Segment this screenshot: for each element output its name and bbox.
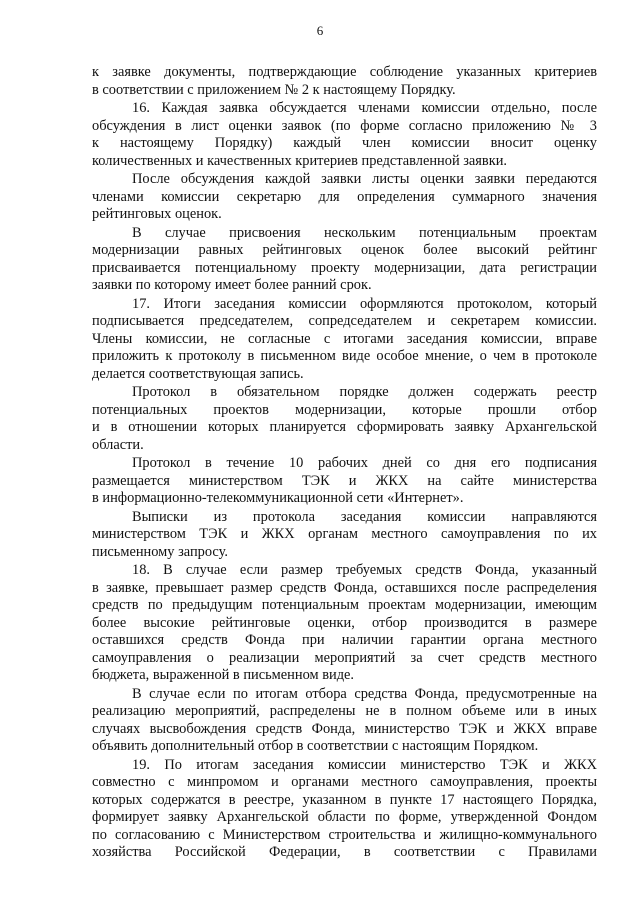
text-line: обсуждения в лист оценки заявок (по форме согласно приложению № 3 xyxy=(92,117,597,134)
text-line: в соответствии с приложением № 2 к настоящему Порядку. xyxy=(92,81,456,98)
text-line: к настоящему Порядку) каждый член комиссии вносит оценку xyxy=(92,135,597,151)
text-line: В случае присвоения нескольким потенциальным проектам xyxy=(132,224,597,241)
paragraph xyxy=(92,100,597,170)
text-line: оставшихся средств Фонда при наличии гарантии органа местного xyxy=(92,632,597,648)
text-line: формирует заявку Архангельской области по форме, утвержденной Фондом xyxy=(92,809,597,825)
paragraph xyxy=(92,64,597,99)
text-line: совместно с минпромом и органами местного самоуправления, проекты xyxy=(92,774,597,790)
paragraph xyxy=(92,171,597,224)
paragraph xyxy=(92,384,597,454)
text-line: хозяйства Российской Федерации, в соответствии с Правилами xyxy=(92,844,597,860)
text-line: 18. В случае если размер требуемых средств Фонда, указанный xyxy=(132,562,597,578)
text-line: 19. По итогам заседания комиссии министерство ТЭК и ЖКХ xyxy=(132,756,597,773)
text-line: письменному запросу. xyxy=(92,543,228,560)
paragraph xyxy=(92,757,597,862)
text-line: приложить к протоколу в письменном виде особое мнение, о чем в протоколе xyxy=(92,348,597,364)
text-line: по согласованию с Министерством строительства и жилищно-коммунального xyxy=(92,826,597,843)
text-line: размещается министерством ТЭК и ЖКХ на сайте министерства xyxy=(92,472,597,489)
text-line: реализацию мероприятий, распределены не в полном объеме или в иных xyxy=(92,703,597,719)
paragraph xyxy=(92,225,597,295)
text-line: 17. Итоги заседания комиссии оформляются протоколом, который xyxy=(132,295,597,312)
text-line: средств по предыдущим потенциальным проектам модернизации, имеющим xyxy=(92,597,597,613)
paragraph xyxy=(92,455,597,508)
text-line: Выписки из протокола заседания комиссии направляются xyxy=(132,508,597,525)
text-line: бюджета, выраженной в письменном виде. xyxy=(92,667,355,683)
paragraph xyxy=(92,509,597,562)
text-line: После обсуждения каждой заявки листы оценки заявки передаются xyxy=(132,171,597,187)
text-line: случаях высвобождения средств Фонда, министерство ТЭК и ЖКХ вправе xyxy=(92,720,597,737)
text-line: министерством ТЭК и ЖКХ органам местного самоуправления по их xyxy=(92,526,597,542)
text-line: в информационно-телекоммуникационной сети «Интернет». xyxy=(92,490,464,506)
text-line: количественных и качественных критериев представленной заявки. xyxy=(92,152,508,169)
text-line: более высокие рейтинговые оценки, отбор производится в размере xyxy=(92,614,597,631)
paragraph xyxy=(92,686,597,756)
text-line: модернизации равных рейтинговых оценок более высокий рейтинг xyxy=(92,242,597,258)
text-line: самоуправления о реализации мероприятий за счет средств местного xyxy=(92,649,597,666)
text-line: потенциальных проектов модернизации, которые прошли отбор xyxy=(92,401,597,418)
document-body xyxy=(92,64,597,863)
text-line: в заявке, превышает размер средств Фонда, оставшихся после распределения xyxy=(92,579,597,596)
text-line: членами комиссии секретарю для определения суммарного значения xyxy=(92,188,597,205)
text-line: делается соответствующая запись. xyxy=(92,365,304,382)
text-line: объявить дополнительный отбор в соответствии с настоящим Порядком. xyxy=(92,738,539,754)
text-line: области. xyxy=(92,436,144,453)
text-line: 16. Каждая заявка обсуждается членами комиссии отдельно, после xyxy=(132,100,597,116)
page-number: 6 xyxy=(316,23,324,38)
text-line: Протокол в течение 10 рабочих дней со дня его подписания xyxy=(132,455,597,471)
text-line: к заявке документы, подтверждающие соблюдение указанных критериев xyxy=(92,64,597,80)
text-line: В случае если по итогам отбора средства Фонда, предусмотренные на xyxy=(132,685,597,702)
text-line: и в отношении которых планируется сформировать заявку Архангельской xyxy=(92,419,597,435)
text-line: Члены комиссии, не согласные с итогами заседания комиссии, вправе xyxy=(92,330,597,347)
text-line: подписывается председателем, сопредседателем и секретарем комиссии. xyxy=(92,313,597,329)
text-line: которых содержатся в реестре, указанном в пункте 17 настоящего Порядка, xyxy=(92,791,597,808)
text-line: присваивается потенциальному проекту модернизации, дата регистрации xyxy=(92,259,597,276)
paragraph xyxy=(92,562,597,685)
text-line: рейтинговых оценок. xyxy=(92,206,222,222)
text-line: Протокол в обязательном порядке должен содержать реестр xyxy=(132,384,597,400)
paragraph xyxy=(92,296,597,384)
text-line: заявки по которому имеет более ранний срок. xyxy=(92,277,372,293)
